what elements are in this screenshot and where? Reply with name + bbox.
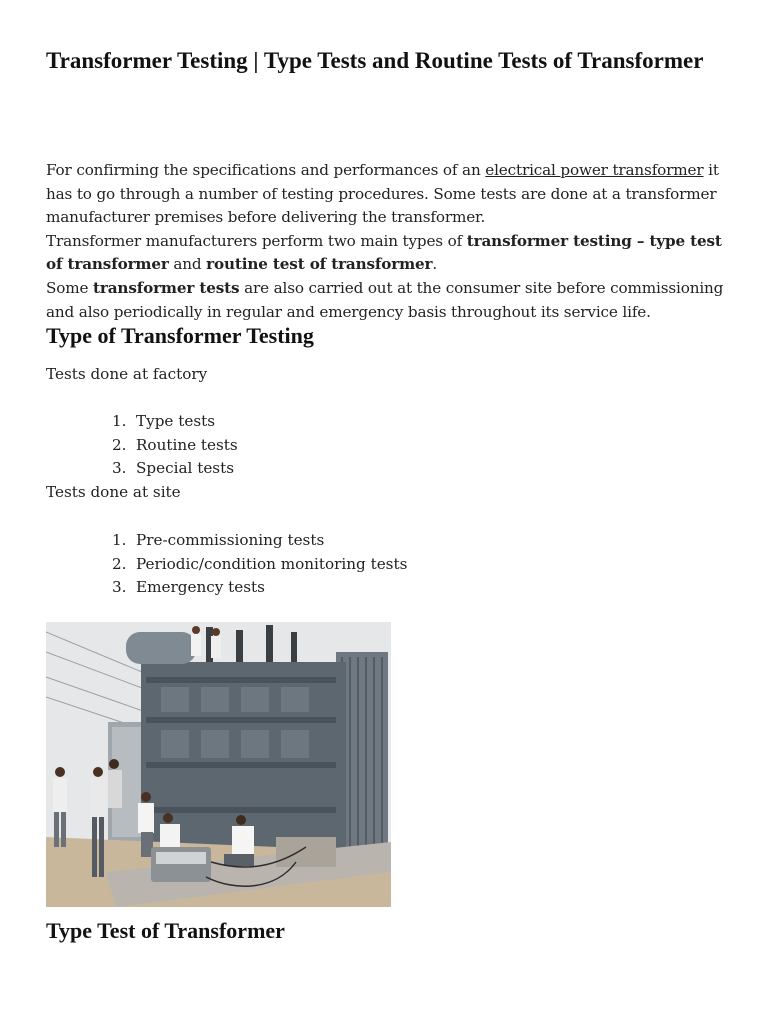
- intro-text-span: .: [432, 255, 438, 274]
- list-item-text: Routine tests: [136, 435, 238, 454]
- intro-text-span: and: [168, 255, 207, 274]
- list-item: [112, 553, 407, 577]
- list-number: 2.: [112, 554, 127, 573]
- list-item-text: Type tests: [136, 412, 216, 430]
- section-heading-type-test: Type Test of Transformer: [46, 918, 285, 943]
- intro-paragraph-1: [46, 159, 726, 230]
- transformer-illustration: [46, 622, 391, 907]
- site-tests-label: Tests done at site: [46, 483, 181, 501]
- list-item-text: Emergency tests: [136, 578, 265, 597]
- list-number: 3.: [112, 578, 127, 597]
- bold-transformer-tests-phrase: transformer tests: [93, 278, 240, 297]
- page-title: Transformer Testing | Type Tests and Routine Tests of Transformer: [46, 48, 704, 73]
- list-item: [112, 457, 238, 481]
- bold-routine-test-phrase: routine test of transformer: [206, 255, 433, 274]
- list-item-text: Special tests: [136, 459, 234, 478]
- list-item: [112, 529, 407, 553]
- intro-text-span: it has to go through a number of testing procedures. Some tests are done at a transformer manufacturer premises before delivering the transformer.: [46, 161, 719, 227]
- intro-paragraph-2: [46, 230, 726, 277]
- site-tests-list: [112, 529, 407, 600]
- intro-paragraph-3: [46, 277, 726, 324]
- test-instrument-panel: [156, 852, 206, 864]
- intro-text-span: Transformer manufacturers perform two main types of: [46, 231, 467, 250]
- list-number: 3.: [112, 459, 127, 478]
- electrical-power-transformer-link[interactable]: electrical power transformer: [485, 161, 704, 179]
- list-item: [112, 434, 238, 458]
- factory-tests-label: Tests done at factory: [46, 365, 208, 383]
- factory-tests-list: [112, 410, 238, 481]
- list-item-text: Pre-commissioning tests: [136, 531, 325, 549]
- intro-text-span: are also carried out at the consumer site before commissioning and also periodically in regular and emergency basis throughout its service life.: [46, 278, 724, 321]
- intro-text-span: For confirming the specifications and performances of an: [46, 161, 486, 179]
- transformer-photo: [46, 622, 391, 907]
- concrete-block: [276, 837, 336, 867]
- list-item: [112, 410, 238, 434]
- list-number: 1.: [112, 531, 127, 549]
- list-item-text: Periodic/condition monitoring tests: [136, 554, 408, 573]
- intro-text: [46, 159, 726, 324]
- intro-text-span: Some: [46, 278, 94, 297]
- conservator-tank: [126, 632, 196, 664]
- bold-type-test-phrase: transformer testing – type test of transformer: [46, 231, 722, 274]
- list-number: 1.: [112, 412, 127, 430]
- list-number: 2.: [112, 435, 127, 454]
- list-item: [112, 576, 407, 600]
- section-heading-types: Type of Transformer Testing: [46, 323, 314, 348]
